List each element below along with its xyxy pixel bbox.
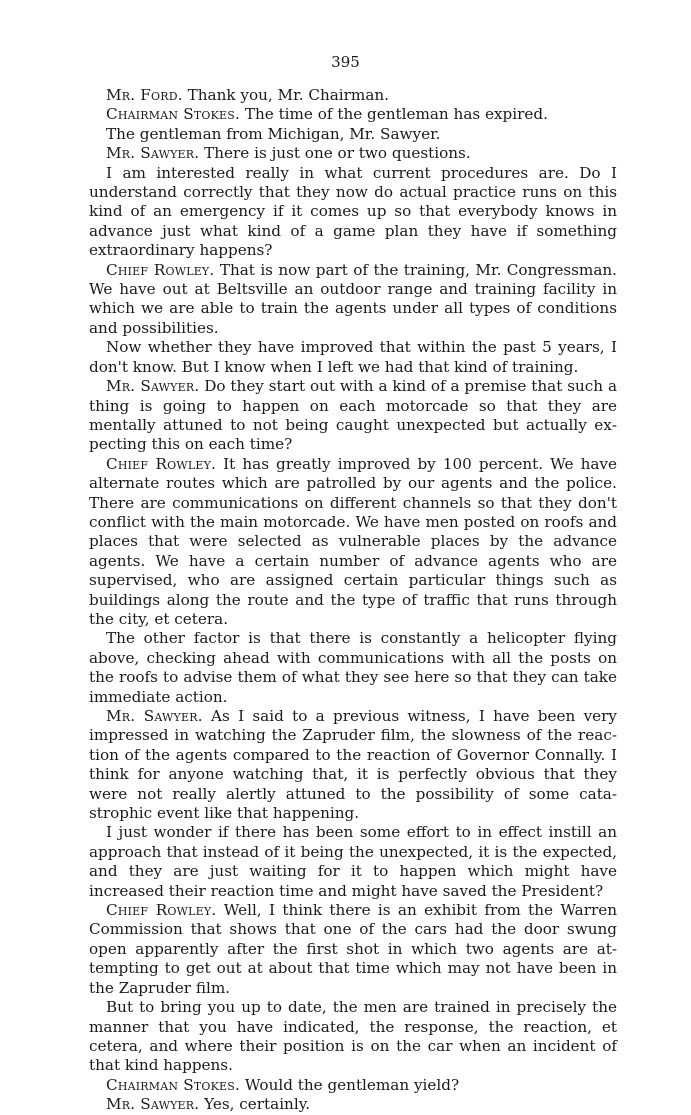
transcript-paragraph <box>89 455 617 630</box>
paragraph-text: Thank you, Mr. Chairman. <box>182 86 389 104</box>
paragraph-text: That is now part of the training, Mr. Congressman. We have out at Beltsville an outdoor range and training facility in which we are able to train the agents under all types of conditions and possibilities. <box>89 260 617 337</box>
paragraph-text: Do they start out with a kind of a premise that such a thing is going to happen on each motorcade so that they are mentally attuned to not being caught unexpected but actually expecting this on each time? <box>89 377 617 454</box>
paragraph-text: Now whether they have improved that within the past 5 years, I don't know. But I know when I left we had that kind of training. <box>89 338 617 376</box>
speaker-name: Chief Rowley. <box>106 260 215 279</box>
paragraph-text: Well, I think there is an exhibit from the Warren Commission that shows that one of the cars had the door swung open apparently after the first shot in which two agents are attempting to get out at about that time which may not have been in the Zapruder film. <box>89 901 617 997</box>
transcript-paragraph <box>89 1076 617 1095</box>
hearing-transcript <box>89 86 617 1115</box>
transcript-paragraph <box>89 823 617 901</box>
paragraph-text: Would the gentleman yield? <box>240 1075 460 1094</box>
transcript-paragraph <box>89 1095 617 1114</box>
speaker-name: Mr. Sawyer. <box>106 144 200 163</box>
transcript-paragraph <box>89 377 617 455</box>
speaker-name: Mr. Sawyer. <box>106 377 200 396</box>
paragraph-text: It has greatly improved by 100 percent. We have alternate routes which are patrolled by our agents and the police. There are communications on different channels so that they don't conflict with the main motorcade. We have men posted on roofs and places that were selected as vulnerable places by the advance agents. We have a certain number of advance agents who are supervised, who are assigned certain particular things such as buildings along the route and the type of traffic that runs through the city, et cetera. <box>89 454 617 628</box>
transcript-paragraph <box>89 125 617 144</box>
transcript-paragraph <box>89 105 617 124</box>
speaker-name: Chairman Stokes. <box>106 1075 241 1094</box>
speaker-name: Chief Rowley. <box>106 454 217 473</box>
speaker-name: Mr. Ford. <box>106 86 183 104</box>
paragraph-text: The other factor is that there is constantly a helicopter flying above, checking ahead with communications with all the posts on the roofs to advise them of what they see here so that they can take immediate action. <box>89 629 617 706</box>
transcript-paragraph <box>89 707 617 823</box>
paragraph-text: There is just one or two questions. <box>199 144 471 163</box>
paragraph-text: Yes, certainly. <box>199 1095 311 1114</box>
transcript-paragraph <box>89 144 617 163</box>
speaker-name: Chairman Stokes. <box>106 105 241 124</box>
paragraph-text: I am interested really in what current procedures are. Do I understand correctly that they now do actual practice runs on this kind of an emergency if it comes up so that everybody knows in advance just what kind of a game plan they have if something extraordinary happens? <box>89 163 617 260</box>
transcript-paragraph <box>89 86 617 105</box>
transcript-paragraph <box>89 338 617 377</box>
transcript-paragraph <box>89 629 617 707</box>
paragraph-text: The time of the gentleman has expired. <box>240 105 548 124</box>
speaker-name: Mr. Sawyer. <box>106 1095 200 1114</box>
paragraph-text: But to bring you up to date, the men are trained in precisely the manner that you have indicated, the response, the reaction, et cetera, and where their position is on the car when an incident of that kind happens. <box>89 998 617 1075</box>
paragraph-text: I just wonder if there has been some effort to in effect instill an approach that instead of it being the unexpected, it is the expected, and they are just waiting for it to happen which might have increased their reaction time and might have saved the President? <box>89 823 617 900</box>
transcript-paragraph <box>89 261 617 339</box>
transcript-paragraph <box>89 901 617 998</box>
paragraph-text: As I said to a previous witness, I have been very impressed in watching the Zapruder film, the slowness of the reaction of the agents compared to the reaction of Governor Connally. I think for anyone watching that, it is perfectly obvious that they were not really alertly attuned to the possibility of some catastrophic event like that happening. <box>89 707 617 823</box>
page-number: 395 <box>331 53 360 71</box>
speaker-name: Chief Rowley. <box>106 901 217 920</box>
transcript-paragraph <box>89 998 617 1076</box>
paragraph-text: The gentleman from Michigan, Mr. Sawyer. <box>106 124 441 143</box>
speaker-name: Mr. Sawyer. <box>106 707 203 725</box>
transcript-paragraph <box>89 164 617 261</box>
